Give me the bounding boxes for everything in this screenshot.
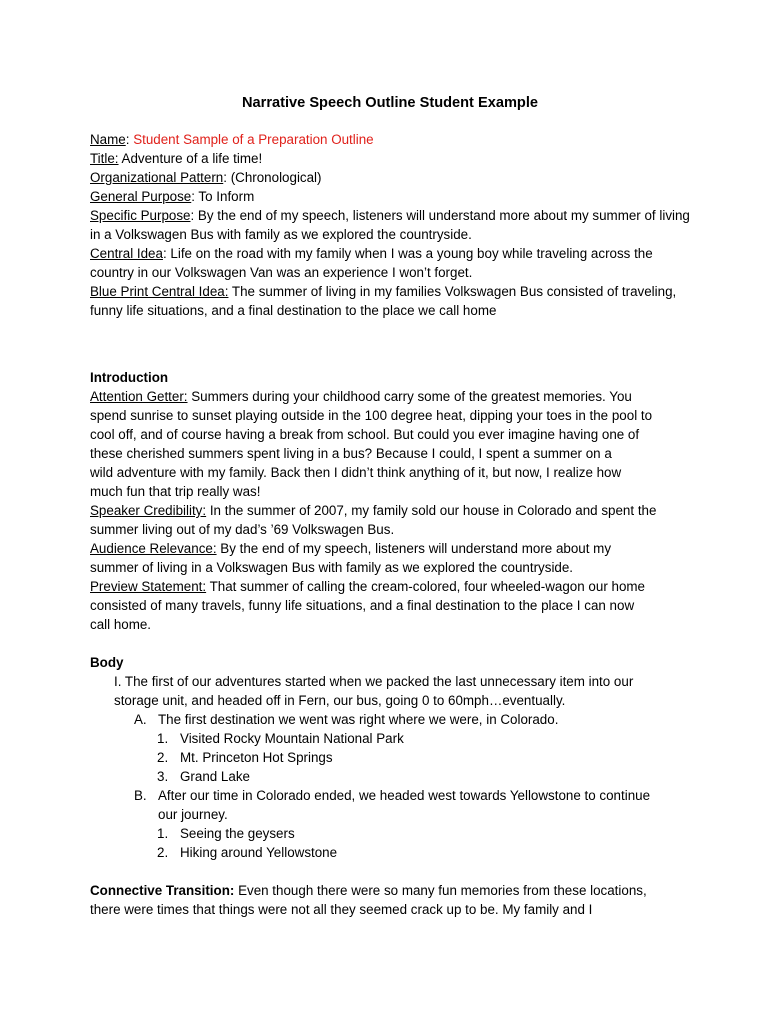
list-item-marker: 2. bbox=[157, 750, 169, 765]
list-item-marker: 3. bbox=[157, 769, 169, 784]
attention-getter-line: these cherished summers spent living in a bus? Because I could, I spent a summer on a bbox=[90, 446, 612, 461]
list-item-text: Mt. Princeton Hot Springs bbox=[180, 750, 333, 765]
attention-getter-line: much fun that trip really was! bbox=[90, 484, 261, 499]
attention-getter-text: Summers during your childhood carry some of the greatest memories. You bbox=[187, 389, 632, 404]
list-item-marker: 2. bbox=[157, 845, 169, 860]
title-value: Adventure of a life time! bbox=[118, 151, 263, 166]
connective-transition-line: there were times that things were not all they seemed crack up to be. My family and I bbox=[90, 902, 593, 917]
document-title: Narrative Speech Outline Student Example bbox=[241, 95, 538, 111]
name-line: Name: Student Sample of a Preparation Outline bbox=[90, 132, 374, 147]
central-idea-line bbox=[90, 244, 690, 282]
preview-statement-line bbox=[90, 577, 690, 596]
list-item bbox=[90, 824, 690, 843]
list-item bbox=[90, 843, 690, 862]
body-heading: Body bbox=[90, 655, 124, 670]
sub-point-text: After our time in Colorado ended, we headed west towards Yellowstone to continue bbox=[158, 788, 651, 803]
spacer bbox=[90, 862, 690, 881]
list-item-text: Visited Rocky Mountain National Park bbox=[180, 731, 404, 746]
blueprint-line bbox=[90, 282, 690, 320]
org-pattern-line bbox=[90, 168, 690, 187]
name-value: Student Sample of a Preparation Outline bbox=[133, 132, 374, 147]
list-item-text: Hiking around Yellowstone bbox=[180, 845, 338, 860]
connective-transition-line bbox=[90, 881, 690, 900]
attention-getter-label: Attention Getter: bbox=[90, 389, 188, 404]
attention-getter-line: wild adventure with my family. Back then I didn’t think anything of it, but now, I realize how bbox=[90, 465, 622, 480]
blueprint-value: The summer of living in my families Volkswagen Bus consisted of traveling, funny life situations, and a final destination to the place we call home bbox=[90, 284, 677, 318]
connective-transition-text: Even though there were so many fun memories from these locations, bbox=[234, 883, 647, 898]
title-label: Title: bbox=[90, 151, 119, 166]
sub-point-marker: B. bbox=[134, 788, 147, 803]
list-item-marker: 1. bbox=[157, 826, 169, 841]
audience-relevance-line: summer of living in a Volkswagen Bus with family as we explored the countryside. bbox=[90, 560, 574, 575]
preview-statement-label: Preview Statement: bbox=[90, 579, 207, 594]
list-item bbox=[90, 729, 690, 748]
list-item-text: Grand Lake bbox=[180, 769, 250, 784]
preview-statement-text: That summer of calling the cream-colored, four wheeled-wagon our home bbox=[206, 579, 645, 594]
specific-purpose-label: Specific Purpose bbox=[90, 208, 191, 223]
speaker-credibility-label: Speaker Credibility: bbox=[90, 503, 207, 518]
main-point-1: storage unit, and headed off in Fern, our bus, going 0 to 60mph…eventually. bbox=[114, 693, 566, 708]
org-pattern-label: Organizational Pattern bbox=[90, 170, 224, 185]
preview-statement-line: call home. bbox=[90, 617, 152, 632]
main-point-1: I. The first of our adventures started when we packed the last unnecessary item into our bbox=[114, 674, 634, 689]
connective-transition-label: Connective Transition: bbox=[90, 883, 235, 898]
general-purpose-value: : To Inform bbox=[191, 189, 255, 204]
list-item-text: Seeing the geysers bbox=[180, 826, 295, 841]
central-idea-value: : Life on the road with my family when I was a young boy while traveling across the country in our Volkswagen Van was an experience I won’t forget. bbox=[90, 246, 653, 280]
org-pattern-value: : (Chronological) bbox=[223, 170, 322, 185]
sub-point-text: our journey. bbox=[158, 807, 228, 822]
specific-purpose-value: : By the end of my speech, listeners will understand more about my summer of living in a Volkswagen Bus with family as we explored the countryside. bbox=[90, 208, 690, 242]
general-purpose-label: General Purpose bbox=[90, 189, 192, 204]
audience-relevance-text: By the end of my speech, listeners will understand more about my bbox=[216, 541, 612, 556]
blueprint-label: Blue Print Central Idea: bbox=[90, 284, 229, 299]
spacer bbox=[90, 634, 690, 653]
spacer bbox=[90, 320, 690, 368]
audience-relevance-label: Audience Relevance: bbox=[90, 541, 217, 556]
list-item bbox=[90, 748, 690, 767]
list-item-marker: 1. bbox=[157, 731, 169, 746]
sub-point-text: The first destination we went was right where we were, in Colorado. bbox=[158, 712, 559, 727]
speaker-credibility-line: summer living out of my dad’s ’69 Volkswagen Bus. bbox=[90, 522, 395, 537]
sub-point-a bbox=[90, 710, 690, 729]
document-page bbox=[90, 92, 690, 919]
title-line bbox=[90, 149, 690, 168]
attention-getter-line bbox=[90, 387, 690, 406]
general-purpose-line bbox=[90, 187, 690, 206]
speaker-credibility-text: In the summer of 2007, my family sold our house in Colorado and spent the bbox=[206, 503, 657, 518]
list-item bbox=[90, 767, 690, 786]
introduction-heading: Introduction bbox=[90, 370, 169, 385]
attention-getter-line: cool off, and of course having a break from school. But could you ever imagine having one of bbox=[90, 427, 640, 442]
attention-getter-line: spend sunrise to sunset playing outside in the 100 degree heat, dipping your toes in the pool to bbox=[90, 408, 653, 423]
sub-point-b bbox=[90, 805, 690, 824]
name-label: Name bbox=[90, 132, 126, 147]
preview-statement-line: consisted of many travels, funny life situations, and a final destination to the place I can now bbox=[90, 598, 635, 613]
sub-point-b bbox=[90, 786, 690, 805]
sub-point-marker: A. bbox=[134, 712, 147, 727]
specific-purpose-line bbox=[90, 206, 690, 244]
central-idea-label: Central Idea bbox=[90, 246, 163, 261]
audience-relevance-line bbox=[90, 539, 690, 558]
speaker-credibility-line bbox=[90, 501, 690, 520]
